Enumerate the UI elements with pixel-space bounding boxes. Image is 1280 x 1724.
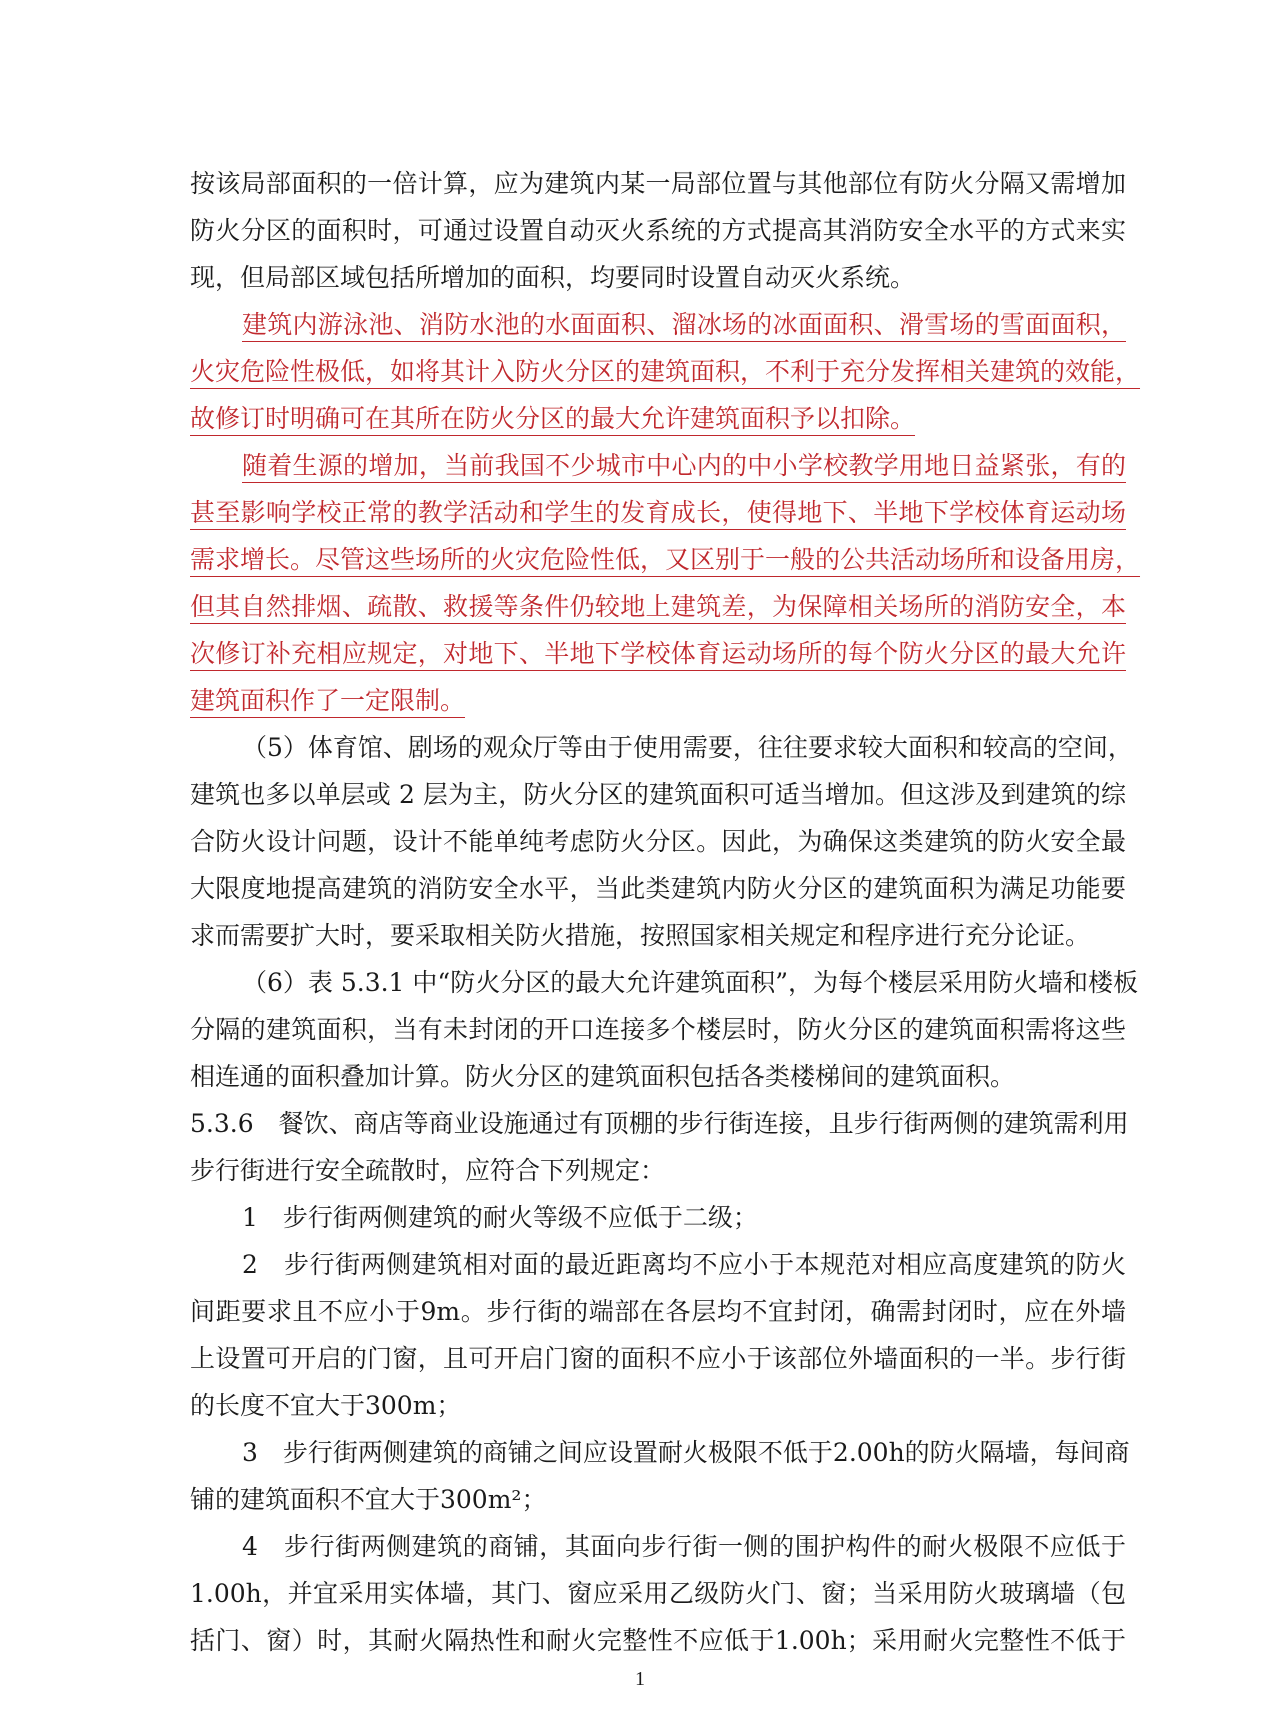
line-text: 1 步行街两侧建筑的耐火等级不应低于二级； xyxy=(242,1203,758,1232)
line-text: 但其自然排烟、疏散、救援等条件仍较地上建筑差，为保障相关场所的消防安全，本 xyxy=(190,592,1126,621)
line-text: 铺的建筑面积不宜大于300m²； xyxy=(190,1485,547,1514)
line-text: 的长度不宜大于300m； xyxy=(190,1391,462,1420)
line-text: 2 步行街两侧建筑相对面的最近距离均不应小于本规范对相应高度建筑的防火 xyxy=(242,1250,1126,1279)
line-text: 随着生源的增加，当前我国不少城市中心内的中小学校教学用地日益紧张，有的 xyxy=(242,451,1126,480)
text-line xyxy=(190,1053,1126,1100)
text-line xyxy=(190,818,1126,865)
page-number: 1 xyxy=(635,1668,645,1690)
line-text: 4 步行街两侧建筑的商铺，其面向步行街一侧的围护构件的耐火极限不应低于 xyxy=(242,1532,1126,1561)
text-line xyxy=(190,1288,1126,1335)
line-text: 括门、窗）时，其耐火隔热性和耐火完整性不应低于1.00h；采用耐火完整性不低于 xyxy=(190,1626,1126,1655)
line-text: 大限度地提高建筑的消防安全水平，当此类建筑内防火分区的建筑面积为满足功能要 xyxy=(190,874,1126,903)
line-text: 按该局部面积的一倍计算，应为建筑内某一局部位置与其他部位有防火分隔又需增加 xyxy=(190,169,1126,198)
text-line xyxy=(190,1241,1126,1288)
text-line xyxy=(190,959,1138,1006)
line-text: 上设置可开启的门窗，且可开启门窗的面积不应小于该部位外墙面积的一半。步行街 xyxy=(190,1344,1126,1373)
line-text: 合防火设计问题，设计不能单纯考虑防火分区。因此，为确保这类建筑的防火安全最 xyxy=(190,827,1126,856)
line-text: 需求增长。尽管这些场所的火灾危险性低，又区别于一般的公共活动场所和设备用房， xyxy=(190,545,1141,574)
line-text: （5）体育馆、剧场的观众厅等由于使用需要，往往要求较大面积和较高的空间， xyxy=(242,733,1133,762)
text-line xyxy=(190,1617,1126,1664)
revised-text-line xyxy=(190,442,1126,489)
text-line xyxy=(190,1429,1130,1476)
line-text: 建筑内游泳池、消防水池的水面面积、溜冰场的冰面面积、滑雪场的雪面面积， xyxy=(242,310,1126,339)
line-text: 建筑面积作了一定限制。 xyxy=(190,686,466,715)
revised-text-line xyxy=(190,348,1141,395)
line-text: 故修订时明确可在其所在防火分区的最大允许建筑面积予以扣除。 xyxy=(190,404,916,433)
line-text: 火灾危险性极低，如将其计入防火分区的建筑面积，不利于充分发挥相关建筑的效能， xyxy=(190,357,1141,386)
text-line xyxy=(190,160,1126,207)
text-line xyxy=(190,724,1133,771)
document-body xyxy=(190,160,1141,1664)
revised-text-line xyxy=(190,301,1126,348)
text-line xyxy=(190,865,1126,912)
revised-text-line xyxy=(190,630,1126,677)
text-line xyxy=(190,1147,1126,1194)
line-text: 防火分区的面积时，可通过设置自动灭火系统的方式提高其消防安全水平的方式来实 xyxy=(190,216,1126,245)
text-line xyxy=(190,254,1126,301)
line-text: 现，但局部区域包括所增加的面积，均要同时设置自动灭火系统。 xyxy=(190,263,916,292)
line-text: （6）表 5.3.1 中“防火分区的最大允许建筑面积”，为每个楼层采用防火墙和楼板 xyxy=(242,968,1138,997)
line-text: 甚至影响学校正常的教学活动和学生的发育成长，使得地下、半地下学校体育运动场 xyxy=(190,498,1126,527)
revised-text-line xyxy=(190,395,1126,442)
text-line xyxy=(190,1523,1126,1570)
text-line xyxy=(190,1006,1126,1053)
text-line xyxy=(190,1194,1126,1241)
line-text: 间距要求且不应小于9m。步行街的端部在各层均不宜封闭，确需封闭时，应在外墙 xyxy=(190,1297,1126,1326)
text-line xyxy=(190,1476,1126,1523)
line-text: 5.3.6 餐饮、商店等商业设施通过有顶棚的步行街连接，且步行街两侧的建筑需利用 xyxy=(190,1109,1129,1138)
line-text: 求而需要扩大时，要采取相关防火措施，按照国家相关规定和程序进行充分论证。 xyxy=(190,921,1091,950)
revised-text-line xyxy=(190,583,1126,630)
line-text: 次修订补充相应规定，对地下、半地下学校体育运动场所的每个防火分区的最大允许 xyxy=(190,639,1126,668)
text-line xyxy=(190,1570,1126,1617)
revised-text-line xyxy=(190,677,1126,724)
revised-text-line xyxy=(190,536,1141,583)
line-text: 相连通的面积叠加计算。防火分区的建筑面积包括各类楼梯间的建筑面积。 xyxy=(190,1062,1016,1091)
line-text: 分隔的建筑面积，当有未封闭的开口连接多个楼层时，防火分区的建筑面积需将这些 xyxy=(190,1015,1126,1044)
text-line xyxy=(190,771,1126,818)
text-line xyxy=(190,207,1126,254)
text-line xyxy=(190,1100,1129,1147)
line-text: 步行街进行安全疏散时，应符合下列规定： xyxy=(190,1156,666,1185)
text-line xyxy=(190,912,1126,959)
text-line xyxy=(190,1382,1126,1429)
revised-text-line xyxy=(190,489,1126,536)
text-line xyxy=(190,1335,1126,1382)
line-text: 1.00h，并宜采用实体墙，其门、窗应采用乙级防火门、窗；当采用防火玻璃墙（包 xyxy=(190,1579,1126,1608)
line-text: 3 步行街两侧建筑的商铺之间应设置耐火极限不低于2.00h的防火隔墙，每间商 xyxy=(242,1438,1130,1467)
line-text: 建筑也多以单层或 2 层为主，防火分区的建筑面积可适当增加。但这涉及到建筑的综 xyxy=(190,780,1126,809)
